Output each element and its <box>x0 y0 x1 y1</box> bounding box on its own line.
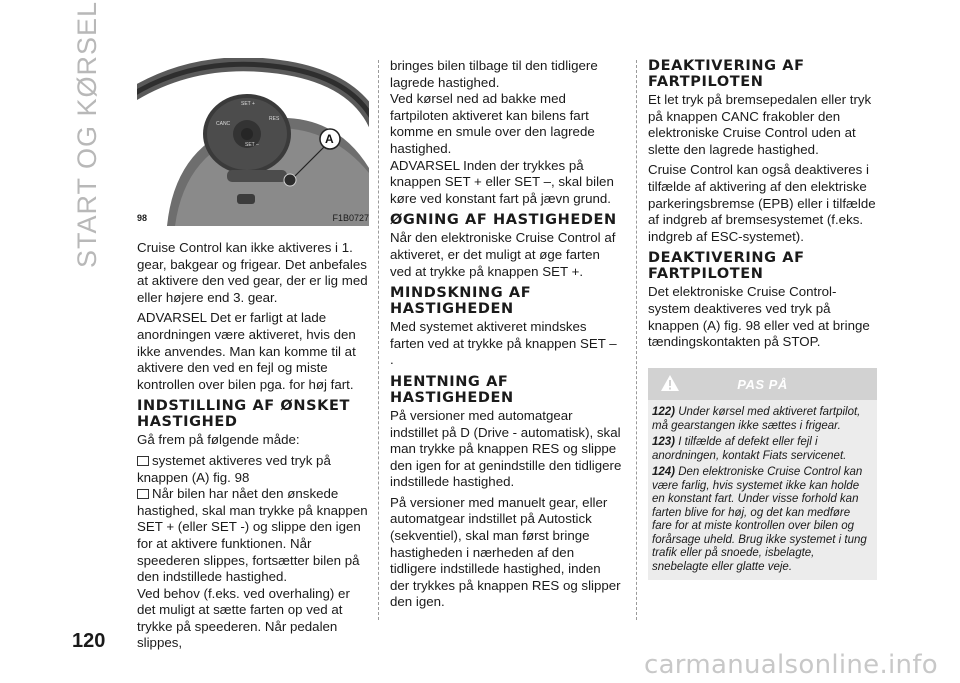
warning-item <box>652 436 873 463</box>
figure-code: F1B0727 <box>332 213 369 223</box>
figure-label-res: RES <box>269 116 280 122</box>
section-heading: HENTNING AF HASTIGHEDEN <box>390 373 514 406</box>
section-heading: MINDSKNING AF HASTIGHEDEN <box>390 285 532 318</box>
steering-wheel-figure <box>137 58 369 226</box>
warning-item <box>652 406 873 433</box>
figure-label-a: A <box>325 132 334 146</box>
figure-caption <box>137 213 369 223</box>
section-heading: DEAKTIVERING AF FARTPILOTEN <box>648 250 805 283</box>
warning-box <box>648 368 877 580</box>
bullet-square-icon <box>137 489 149 499</box>
paragraph: Cruise Control kan ikke aktiveres i 1. gear, bakgear og frigear. Det anbefales at aktivere den ved gear, der er lig med eller højere end 3. gear. <box>137 240 368 305</box>
bullet-text: systemet aktiveres ved tryk på knappen (A) fig. 98 <box>137 452 331 485</box>
warning-item-text: Den elektroniske Cruise Control kan være farlig, hvis systemet ikke kan holde en konstant fart. Under visse forhold kan farten blive for høj, og det kan medføre fare for at miste kontrollen over bilen og forårsage uheld. Brug ikke systemet i tung trafik eller på snoede, isbelagte, snebelagte eller glatte veje. <box>652 466 867 573</box>
warning-header <box>648 368 877 400</box>
paragraph: Et let tryk på bremsepedalen eller tryk på knappen CANC frakobler den elektroniske Cruise Control uden at slette den lagrede hastighed. <box>648 92 872 157</box>
warning-item-number: 123) <box>652 436 676 448</box>
paragraph: Det elektroniske Cruise Control-system deaktiveres ved tryk på knappen (A) fig. 98 eller ved at bringe tændingskontakten på STOP. <box>648 284 870 350</box>
warning-item <box>652 466 873 574</box>
warning-body <box>648 400 877 574</box>
paragraph: bringes bilen tilbage til den tidligere lagrede hastighed. <box>390 58 598 90</box>
paragraph: Ved behov (f.eks. ved overhaling) er det muligt at sætte farten op ved at trykke på speederen. Når pedalen slippes, <box>137 585 350 651</box>
bullet-item <box>137 486 369 586</box>
paragraph: Med systemet aktiveret mindskes farten ved at trykke på knappen SET – . <box>390 319 617 368</box>
column-3 <box>648 58 877 355</box>
paragraph-warning: ADVARSEL Inden der trykkes på knappen SET + eller SET –, skal bilen køre ved konstant fart på jævn grund. <box>390 157 614 206</box>
warning-item-text: I tilfælde af defekt eller fejl i anordningen, kontakt Fiats servicenet. <box>652 436 847 462</box>
paragraph-warning: ADVARSEL Det er farligt at lade anordningen være aktiveret, hvis den ikke anvendes. Man kan komme til at aktivere den ved en fejl og miste kontrollen over bilen pga. for høj fart. <box>137 310 356 392</box>
column-divider <box>636 60 637 620</box>
paragraph: På versioner med automatgear indstillet på D (Drive - automatisk), skal man trykke på knappen RES og slippe den igen for at genindstille den tidligere indstillede hastighed. <box>390 407 622 490</box>
section-heading: DEAKTIVERING AF FARTPILOTEN <box>648 58 805 90</box>
figure-number: 98 <box>137 213 148 223</box>
section-heading: INDSTILLING AF ØNSKET HASTIGHED <box>137 398 350 431</box>
bullet-text: Når bilen har nået den ønskede hastighed, skal man trykke på knappen SET + (eller SET -) og slippe den igen for at aktivere funktionen. Når speederen slippes, fortsætter bilen på den indstillede hastighed. <box>137 486 368 585</box>
figure-label-set-minus: SET – <box>245 142 259 148</box>
paragraph: Gå frem på følgende måde: <box>137 432 300 448</box>
warning-item-text: Under kørsel med aktiveret fartpilot, må gearstangen ikke sættes i frigear. <box>652 406 861 432</box>
warning-item-number: 124) <box>652 466 676 478</box>
bullet-square-icon <box>137 456 149 466</box>
figure-label-set-plus: SET + <box>241 101 255 107</box>
column-divider <box>378 60 379 620</box>
page-number: 120 <box>72 630 106 652</box>
paragraph: Ved kørsel ned ad bakke med fartpiloten aktiveret kan bilens fart komme en smule over den lagrede hastighed. <box>390 91 595 156</box>
paragraph: Cruise Control kan også deaktiveres i tilfælde af aktivering af den elektriske parkeringsbremse (EPB) eller i tilfælde af indgreb af bremsesystemet (f.eks. indgreb af ESC-systemet). <box>648 162 876 244</box>
section-heading: ØGNING AF HASTIGHEDEN <box>390 212 617 229</box>
paragraph: Når den elektroniske Cruise Control af aktiveret, er det muligt at øge farten ved at trykke på knappen SET +. <box>390 230 616 279</box>
column-1 <box>137 240 369 656</box>
warning-title: PAS PÅ <box>737 377 788 392</box>
column-2 <box>390 58 623 615</box>
footer-watermark: carmanualsonline.info <box>643 650 938 680</box>
warning-item-number: 122) <box>652 406 676 418</box>
figure-label-canc: CANC <box>216 121 231 127</box>
bullet-item <box>137 453 369 486</box>
paragraph: På versioner med manuelt gear, eller automatgear indstillet på Autostick (sekventiel), skal man først bringe hastigheden i nærheden af den tidligere indstillede hastighed, inden der trykkes på knappen RES og slipper den igen. <box>390 494 621 610</box>
section-title: START OG KØRSEL <box>72 0 102 268</box>
